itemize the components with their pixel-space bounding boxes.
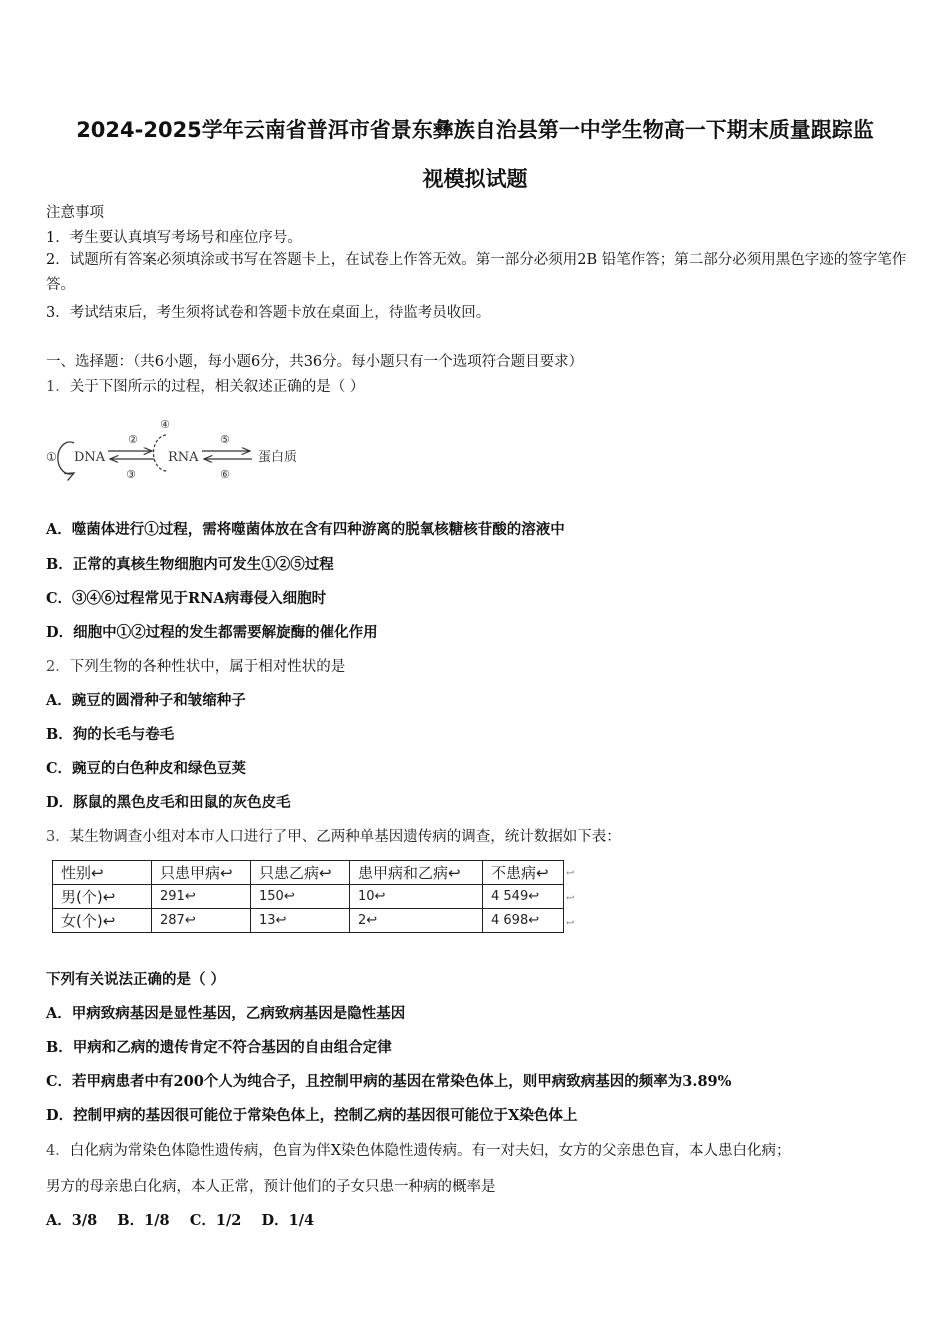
notice-item-3: 3．考试结束后，考生须将试卷和答题卡放在桌面上，待监考员收回。 bbox=[46, 305, 491, 321]
exam-title-line1: 2024-2025学年云南省普洱市省景东彝族自治县第一中学生物高一下期末质量跟踪监 bbox=[76, 118, 874, 142]
question-1-option-a: A．噬菌体进行①过程，需将噬菌体放在含有四种游离的脱氧核糖核苷酸的溶液中 bbox=[46, 521, 565, 538]
survey-table bbox=[52, 860, 564, 933]
question-3-option-d: D．控制甲病的基因很可能位于常染色体上，控制乙病的基因很可能位于X染色体上 bbox=[46, 1107, 578, 1124]
question-1-stem bbox=[46, 375, 364, 396]
question-3-number: 3． bbox=[46, 829, 70, 845]
table-row bbox=[53, 885, 564, 909]
table-edge-mark: ↩ bbox=[566, 918, 575, 929]
notice-item-2: 2．试题所有答案必须填涂或书写在答题卡上，在试卷上作答无效。第一部分必须用2B 铅笔作答；第二部分必须用黑色字迹的签字笔作答。 bbox=[46, 252, 907, 293]
question-2-option-d: D．豚鼠的黑色皮毛和田鼠的灰色皮毛 bbox=[46, 794, 291, 811]
table-header-cell: 患甲病和乙病↩ bbox=[350, 861, 483, 885]
question-2-stem bbox=[46, 655, 345, 676]
question-3-text: 某生物调查小组对本市人口进行了甲、乙两种单基因遗传病的调查，统计数据如下表： bbox=[69, 829, 621, 845]
notice-heading: 注意事项 bbox=[46, 205, 104, 221]
table-cell: 2↩ bbox=[350, 909, 483, 933]
table-cell: 13↩ bbox=[251, 909, 350, 933]
table-header-cell: 只患甲病↩ bbox=[152, 861, 251, 885]
table-cell: 291↩ bbox=[152, 885, 251, 909]
question-1-option-d: D．细胞中①②过程的发生都需要解旋酶的催化作用 bbox=[46, 624, 378, 641]
question-3-stem bbox=[46, 825, 621, 846]
label-dna: DNA bbox=[74, 450, 106, 465]
table-cell: 男(个)↩ bbox=[53, 885, 152, 909]
label-c1: ① bbox=[46, 450, 57, 464]
question-1-option-c: C．③④⑥过程常见于RNA病毒侵入细胞时 bbox=[46, 590, 327, 607]
question-2-option-a: A．豌豆的圆滑种子和皱缩种子 bbox=[46, 692, 246, 709]
question-4-text-line1: 白化病为常染色体隐性遗传病，色盲为伴X染色体隐性遗传病。有一对夫妇，女方的父亲患色盲，本人患白化病； bbox=[69, 1143, 791, 1159]
question-1-option-b: B．正常的真核生物细胞内可发生①②⑤过程 bbox=[46, 556, 334, 573]
question-4-options: A．3/8 B．1/8 C．1/2 D．1/4 bbox=[46, 1212, 315, 1229]
table-header-cell: 只患乙病↩ bbox=[251, 861, 350, 885]
exam-title-line2: 视模拟试题 bbox=[422, 167, 528, 191]
table-cell: 4 698↩ bbox=[483, 909, 564, 933]
label-rna: RNA bbox=[168, 450, 199, 465]
table-edge-mark: ↩ bbox=[566, 868, 575, 879]
question-2-option-b: B．狗的长毛与卷毛 bbox=[46, 726, 175, 743]
question-3-option-a: A．甲病致病基因是显性基因，乙病致病基因是隐性基因 bbox=[46, 1005, 406, 1022]
question-4-stem bbox=[46, 1139, 791, 1160]
question-1-text: 关于下图所示的过程，相关叙述正确的是（ ） bbox=[69, 379, 365, 395]
question-2-text: 下列生物的各种性状中，属于相对性状的是 bbox=[69, 659, 346, 675]
table-header-cell: 不患病↩ bbox=[483, 861, 564, 885]
question-4-text-line2: 男方的母亲患白化病，本人正常，预计他们的子女只患一种病的概率是 bbox=[46, 1179, 496, 1195]
question-4-number: 4． bbox=[46, 1143, 70, 1159]
table-header-cell: 性别↩ bbox=[53, 861, 152, 885]
label-c2: ② bbox=[128, 433, 138, 446]
label-c6: ⑥ bbox=[220, 468, 230, 481]
central-dogma-diagram bbox=[44, 415, 314, 485]
question-2-option-c: C．豌豆的白色种皮和绿色豆荚 bbox=[46, 760, 247, 777]
table-row bbox=[53, 909, 564, 933]
table-cell: 287↩ bbox=[152, 909, 251, 933]
table-header-row bbox=[53, 861, 564, 885]
question-1-number: 1． bbox=[46, 379, 70, 395]
question-3-option-b: B．甲病和乙病的遗传肯定不符合基因的自由组合定律 bbox=[46, 1039, 392, 1056]
rna-replication-loop bbox=[153, 435, 168, 471]
section-heading: 一、选择题：（共6小题，每小题6分，共36分。每小题只有一个选项符合题目要求） bbox=[46, 354, 584, 370]
table-cell: 10↩ bbox=[350, 885, 483, 909]
label-c5: ⑤ bbox=[220, 433, 230, 446]
table-cell: 女(个)↩ bbox=[53, 909, 152, 933]
table-edge-mark: ↩ bbox=[566, 893, 575, 904]
question-2-number: 2． bbox=[46, 659, 70, 675]
label-c3: ③ bbox=[126, 468, 136, 481]
question-3-option-c: C．若甲病患者中有200个人为纯合子，且控制甲病的基因在常染色体上，则甲病致病基因的频率为3.89% bbox=[46, 1073, 732, 1090]
table-cell: 4 549↩ bbox=[483, 885, 564, 909]
question-3-prompt: 下列有关说法正确的是（ ） bbox=[46, 971, 226, 988]
table-cell: 150↩ bbox=[251, 885, 350, 909]
label-protein: 蛋白质 bbox=[258, 450, 298, 465]
replication-loop-arrow bbox=[58, 442, 74, 474]
notice-item-1: 1．考生要认真填写考场号和座位序号。 bbox=[46, 230, 302, 246]
label-c4: ④ bbox=[160, 418, 170, 431]
